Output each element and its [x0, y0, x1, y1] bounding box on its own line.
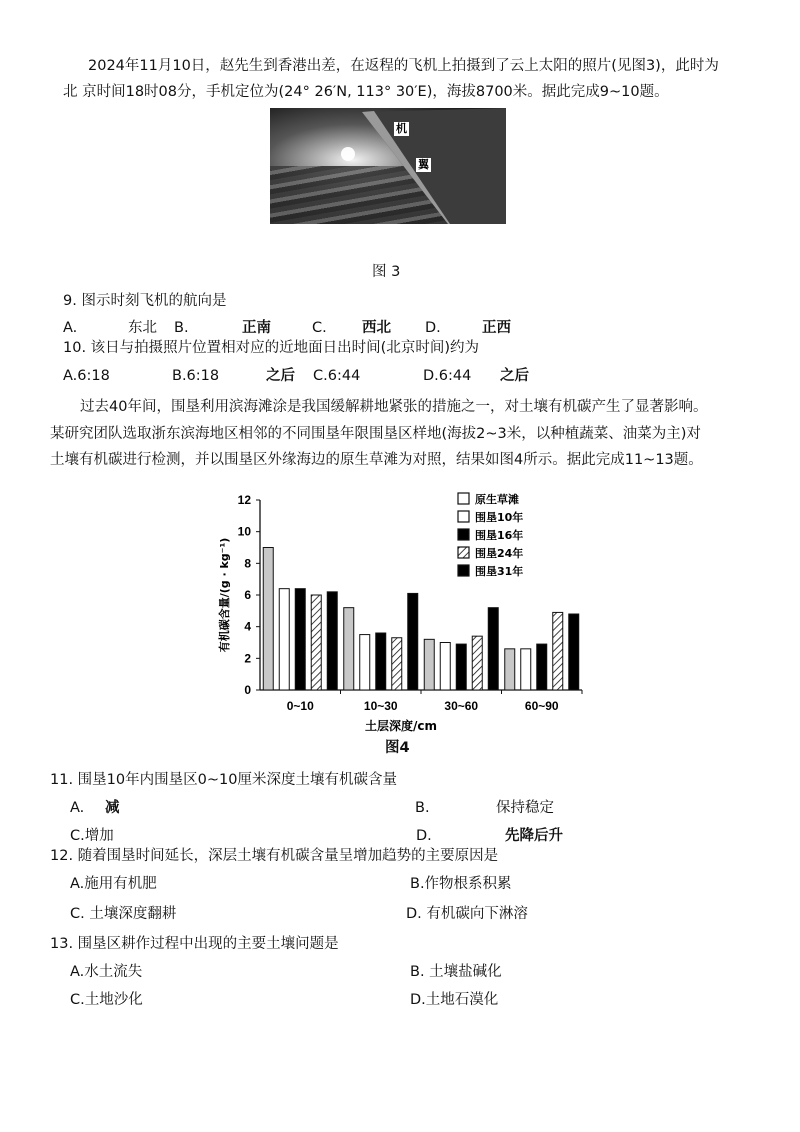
- bar-1-2: [376, 633, 386, 690]
- bar-3-1: [521, 649, 531, 690]
- bar-0-0: [263, 548, 273, 691]
- passage2-line3: 土壤有机碳进行检测，并以围垦区外缘海边的原生草滩为对照，结果如图4所示。据此完成11~13题。: [50, 452, 703, 468]
- q13-stem: 13. 围垦区耕作过程中出现的主要土壤问题是: [50, 936, 339, 952]
- bar-2-2: [456, 644, 466, 690]
- x-tick-label: 30~60: [444, 699, 479, 713]
- y-tick-label: 10: [237, 524, 251, 539]
- bar-2-0: [424, 639, 434, 690]
- wing-label-bottom: 翼: [418, 158, 429, 171]
- q12-option-c: C. 土壤深度翻耕: [70, 906, 177, 922]
- y-tick-label: 4: [244, 619, 251, 634]
- bar-0-3: [311, 595, 321, 690]
- q10-option-a: A.6:18: [63, 368, 110, 384]
- q9-option-c-letter: C.: [312, 320, 327, 336]
- legend-label: 围垦16年: [475, 529, 524, 542]
- q11-option-d-text: 先降后升: [505, 828, 563, 844]
- x-tick-label: 60~90: [524, 699, 559, 713]
- q9-option-a-text: 东北: [128, 320, 157, 336]
- wing-silhouette: [270, 108, 506, 224]
- y-tick-label: 2: [244, 651, 251, 666]
- wing-label-top: 机: [396, 122, 407, 135]
- q10-option-b-suffix: 之后: [266, 368, 295, 384]
- bar-1-4: [408, 593, 418, 690]
- bar-0-2: [295, 589, 305, 690]
- q13-option-c: C.土地沙化: [70, 992, 143, 1008]
- y-tick-label: 8: [244, 556, 251, 571]
- legend-swatch: [458, 565, 469, 576]
- bar-1-1: [360, 635, 370, 690]
- x-axis-title: 土层深度/cm: [364, 719, 438, 733]
- bar-1-3: [392, 638, 402, 690]
- passage2-line1: 过去40年间，围垦利用滨海滩涂是我国缓解耕地紧张的措施之一，对土壤有机碳产生了显著影响。: [80, 399, 708, 415]
- bar-3-2: [537, 644, 547, 690]
- passage2-line2: 某研究团队选取浙东滨海地区相邻的不同围垦年限围垦区样地(海拔2~3米，以种植蔬菜、油菜为主)对: [50, 426, 701, 442]
- y-axis-title: 有机碳含量/(g · kg⁻¹): [218, 537, 231, 653]
- q9-option-d-text: 正西: [482, 320, 511, 336]
- q11-option-b-text: 保持稳定: [496, 800, 554, 816]
- q12-stem: 12. 随着围垦时间延长，深层土壤有机碳含量呈增加趋势的主要原因是: [50, 848, 499, 864]
- y-tick-label: 12: [237, 493, 251, 507]
- q11-option-d-letter: D.: [416, 828, 432, 844]
- figure4-caption: 图4: [385, 740, 410, 756]
- q9-option-c-text: 西北: [362, 320, 391, 336]
- legend-label: 围垦24年: [475, 547, 524, 560]
- x-tick-label: 10~30: [363, 699, 398, 713]
- q11-option-b-letter: B.: [415, 800, 430, 816]
- q9-option-d-letter: D.: [425, 320, 441, 336]
- bar-2-4: [488, 608, 498, 690]
- q10-option-c: C.6:44: [313, 368, 361, 384]
- y-tick-label: 6: [244, 588, 251, 602]
- bar-3-0: [505, 649, 515, 690]
- passage1-line1: 2024年11月10日，赵先生到香港出差，在返程的飞机上拍摄到了云上太阳的照片(见图3)，此时为: [88, 58, 719, 74]
- q12-option-b: B.作物根系积累: [410, 876, 512, 892]
- figure3-caption: 图 3: [372, 264, 401, 280]
- q11-stem: 11. 围垦10年内围垦区0~10厘米深度土壤有机碳含量: [50, 772, 397, 788]
- bar-3-4: [569, 614, 579, 690]
- bar-1-0: [344, 608, 354, 690]
- bar-0-1: [279, 589, 289, 690]
- q13-option-b: B. 土壤盐碱化: [410, 964, 502, 980]
- bar-2-3: [472, 636, 482, 690]
- legend-swatch: [458, 511, 469, 522]
- legend-label: 围垦10年: [475, 511, 524, 524]
- q11-option-a-text: 减: [105, 800, 120, 816]
- legend-swatch: [458, 529, 469, 540]
- q10-option-b-letter: B.6:18: [172, 368, 220, 384]
- q10-option-d-suffix: 之后: [500, 368, 529, 384]
- x-tick-label: 0~10: [286, 699, 314, 713]
- q9-option-a-letter: A.: [63, 320, 78, 336]
- legend-swatch: [458, 493, 469, 504]
- q9-option-b-letter: B.: [174, 320, 189, 336]
- bar-0-4: [327, 592, 337, 690]
- y-tick-label: 0: [244, 683, 251, 697]
- q10-stem: 10. 该日与拍摄照片位置相对应的近地面日出时间(北京时间)约为: [63, 340, 479, 356]
- legend-swatch: [458, 547, 469, 558]
- passage1-line2: 北 京时间18时08分，手机定位为(24° 26′N, 113° 30′E)，海拔8700米。据此完成9~10题。: [63, 84, 669, 100]
- soil-carbon-bar-chart: [210, 485, 600, 735]
- legend-label: 围垦31年: [475, 565, 524, 578]
- airplane-wing-photo: [270, 108, 506, 224]
- bar-3-3: [553, 612, 563, 690]
- q13-option-a: A.水土流失: [70, 964, 143, 980]
- q10-option-d-letter: D.6:44: [423, 368, 472, 384]
- q12-option-d: D. 有机碳向下淋溶: [406, 906, 528, 922]
- legend-label: 原生草滩: [475, 493, 519, 506]
- q11-option-c: C.增加: [70, 828, 114, 844]
- q13-option-d: D.土地石漠化: [410, 992, 499, 1008]
- q9-option-b-text: 正南: [242, 320, 271, 336]
- q12-option-a: A.施用有机肥: [70, 876, 157, 892]
- bar-2-1: [440, 643, 450, 691]
- q11-option-a-letter: A.: [70, 800, 85, 816]
- q9-stem: 9. 图示时刻飞机的航向是: [63, 293, 227, 309]
